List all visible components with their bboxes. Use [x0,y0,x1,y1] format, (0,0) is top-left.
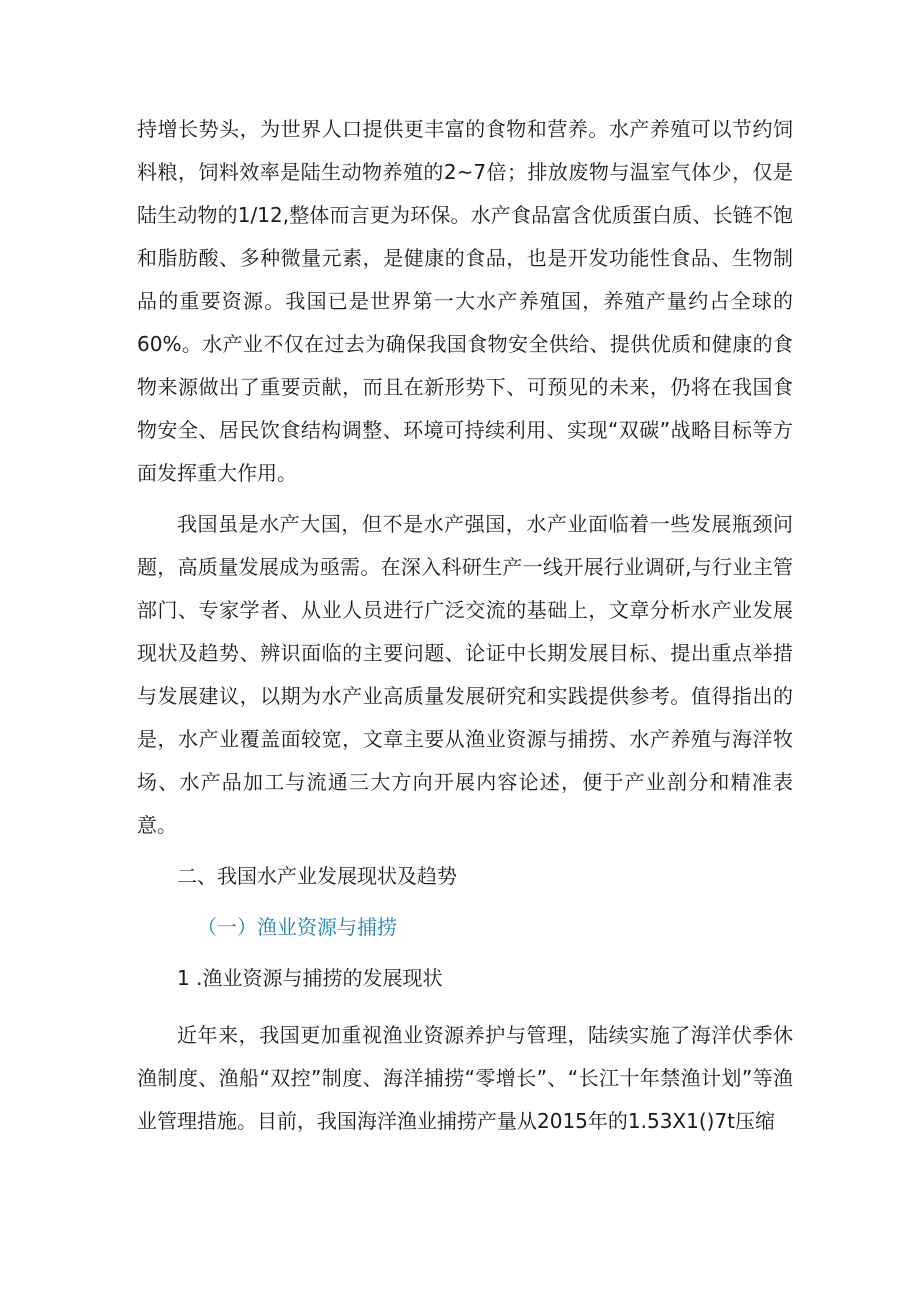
section-heading: 二、我国水产业发展现状及趋势 [177,864,457,888]
document-body [137,108,793,1143]
body-paragraph-continued: 持增长势头，为世界人口提供更丰富的食物和营养。水产养殖可以节约饲料粮，饲料效率是陆生动物养殖的2~7倍；排放废物与温室气体少，仅是陆生动物的1/12,整体而言更为环保。水产食品富含优质蛋白质、长链不饱和脂肪酸、多种微量元素，是健康的食品，也是开发功能性食品、生物制品的重要资源。我国已是世界第一大水产养殖国，养殖产量约占全球的60%。水产业不仅在过去为确保我国食物安全供给、提供优质和健康的食物来源做出了重要贡献，而且在新形势下、可预见的未来，仍将在我国食物安全、居民饮食结构调整、环境可持续利用、实现“双碳”战略目标等方面发挥重大作用。 [137,117,793,485]
body-paragraph-final: 近年来，我国更加重视渔业资源养护与管理，陆续实施了海洋伏季休渔制度、渔船“双控”制度、海洋捕捞“零增长”、“长江十年禁渔计划”等渔业管理措施。目前，我国海洋渔业捕捞产量从2015年的1.53X1()7t压缩 [137,1023,793,1133]
subsection-heading: （一）渔业资源与捕捞 [197,915,397,939]
body-paragraph: 我国虽是水产大国，但不是水产强国，水产业面临着一些发展瓶颈问题，高质量发展成为亟需。在深入科研生产一线开展行业调研,与行业主管部门、专家学者、从业人员进行广泛交流的基础上，文章分析水产业发展现状及趋势、辨识面临的主要问题、论证中长期发展目标、提出重点举措与发展建议，以期为水产业高质量发展研究和实践提供参考。值得指出的是，水产业覆盖面较宽，文章主要从渔业资源与捕捞、水产养殖与海洋牧场、水产品加工与流通三大方向开展内容论述，便于产业剖分和精准表意。 [137,512,793,837]
item-heading: 1 .渔业资源与捕捞的发展现状 [177,966,443,990]
